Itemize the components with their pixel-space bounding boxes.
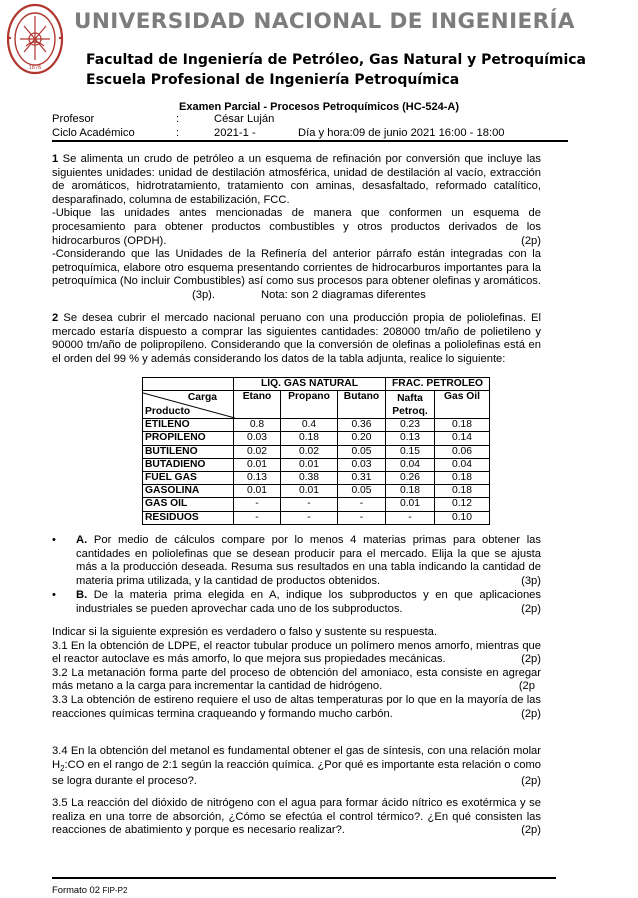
table-cell: 0.10 (435, 511, 490, 524)
table-cell: 0.04 (435, 458, 490, 471)
q1-number: 1 (52, 153, 59, 165)
q1-part-a (52, 207, 541, 248)
table-cell: 0.23 (386, 419, 435, 432)
table-cell: 0.04 (386, 458, 435, 471)
q3-1-text: 3.1 En la obtención de LDPE, el reactor tubular produce un polímero menos amorfo, mientras que el reactor autoclave es más amorfo, lo que mejora sus propiedades mecánicas. (52, 639, 541, 666)
q2-a-text: Por medio de cálculos compare por lo menos 4 materias primas para obtener las cantidades en poliolefinas que se desean producir para el mercado. Elija la que se ajusta más a la producción deseada. Resuma sus resultados en una tabla indicando la cantidad de materia prima utilizada, y la cantidad de productos obtenidos. (76, 534, 541, 587)
row-label: BUTILENO (143, 445, 234, 458)
school-name: Escuela Profesional de Ingeniería Petroquímica (86, 72, 460, 88)
row-label: FUEL GAS (143, 471, 234, 484)
q2-items (52, 534, 541, 588)
table-cell: 0.18 (386, 485, 435, 498)
q1-b-note: Nota: son 2 diagramas diferentes (261, 288, 426, 301)
bullet-icon: • (52, 589, 56, 601)
yield-table (142, 377, 490, 525)
table-cell: 0.4 (281, 419, 338, 432)
table-cell: 0.18 (435, 419, 490, 432)
table-cell: 0.13 (234, 471, 281, 484)
table-cell: 0.05 (338, 485, 386, 498)
footer-format: Formato 02 (52, 884, 100, 895)
table-row (143, 419, 490, 432)
seal-year: 1876 (28, 65, 42, 71)
row-label: BUTADIENO (143, 458, 234, 471)
row-label: ETILENO (143, 419, 234, 432)
q3-4-paragraph (52, 745, 541, 789)
table-row (143, 498, 490, 511)
row-label: GAS OIL (143, 498, 234, 511)
q3-3-points: (2p) (521, 707, 541, 720)
table-cell: 0.14 (435, 432, 490, 445)
exam-title: Examen Parcial - Procesos Petroquímicos (HC-524-A) (179, 101, 459, 113)
table-row (143, 471, 490, 484)
question-1 (52, 153, 541, 303)
q1-a-points: (2p) (521, 234, 541, 247)
table-row (143, 445, 490, 458)
col-header: Etano (234, 391, 281, 419)
table-cell: - (281, 511, 338, 524)
table-cell: 0.15 (386, 445, 435, 458)
table-row (143, 458, 490, 471)
bullet-icon: • (52, 534, 56, 546)
faculty-name: Facultad de Ingeniería de Petróleo, Gas Natural y Petroquímica (86, 52, 587, 68)
q2-b-label: B. (76, 589, 88, 601)
q3-4-text-b: :CO en el rango de 2:1 según la reacción química. ¿Por qué es importante esta relación o como se logra durante el proceso?. (52, 758, 541, 788)
cycle-colon: : (176, 127, 180, 139)
q1-b-text: -Considerando que las Unidades de la Refinería del anterior párrafo están integradas con la petroquímica, elabore otro esquema presentando corrientes de hidrocarburos importantes para la petroquímica (No incluir Combustibles) así como sus procesos para obtener olefinas y aromáticos. (52, 248, 541, 288)
table-cell: 0.02 (281, 445, 338, 458)
q2-number: 2 (52, 312, 59, 324)
q3-2-text: 3.2 La metanación forma parte del proceso de obtención del amoniaco, esta consiste en agregar más metano a la carga para incrementar la cantidad de hidrógeno. (52, 666, 541, 693)
q3-4-text-a: 3.4 En la obtención del metanol es fundamental obtener el gas de síntesis, con una relación molar H (52, 745, 541, 771)
faculty-header (86, 50, 586, 90)
q2-item-b-wrap (52, 589, 541, 616)
professor-name: César Luján (214, 113, 275, 125)
q2-item-a (52, 534, 541, 588)
q3-1-points: (2p) (521, 653, 541, 666)
university-name: UNIVERSIDAD NACIONAL DE INGENIERÍA (74, 9, 575, 34)
q2-b-points: (2p) (521, 602, 541, 615)
table-row (143, 485, 490, 498)
university-seal-logo (6, 2, 64, 76)
q2-item-b (52, 589, 541, 616)
q3-5-points: (2p) (521, 824, 541, 837)
col-header: Gas Oil (435, 391, 490, 419)
q3-item (52, 640, 541, 667)
table-cell: - (234, 498, 281, 511)
q2-statement (52, 312, 541, 366)
q1-part-b (52, 248, 541, 302)
table-row (143, 511, 490, 524)
professor-colon: : (176, 113, 180, 125)
table-cell: 0.01 (234, 485, 281, 498)
cycle-label: Ciclo Académico (52, 127, 135, 139)
table-cell: 0.06 (435, 445, 490, 458)
table-cell: 0.18 (435, 485, 490, 498)
q3-5-paragraph (52, 797, 541, 838)
question-3-4 (52, 745, 541, 789)
q2-a-points: (3p) (521, 574, 541, 587)
table-cell: 0.02 (234, 445, 281, 458)
table-cell: 0.03 (338, 458, 386, 471)
q2-a-label: A. (76, 534, 88, 546)
question-3-5 (52, 797, 541, 838)
table-cell: - (338, 511, 386, 524)
table-cell: 0.31 (338, 471, 386, 484)
table-cell: - (281, 498, 338, 511)
table-cell: 0.36 (338, 419, 386, 432)
group-header-gas: LÍQ. GAS NATURAL (234, 378, 386, 391)
footer-divider (52, 877, 556, 879)
cycle-value: 2021-1 - (214, 127, 256, 139)
table-empty-header (143, 378, 234, 391)
question-2 (52, 312, 541, 366)
table-cell: 0.03 (234, 432, 281, 445)
datetime-label: Día y hora: (298, 127, 353, 139)
table-cell: 0.01 (386, 498, 435, 511)
corner-producto: Producto (145, 406, 191, 418)
table-cell: 0.12 (435, 498, 490, 511)
table-cell: 0.13 (386, 432, 435, 445)
q1-b-points: (3p). (192, 288, 216, 301)
table-cell: 0.8 (234, 419, 281, 432)
q3-3-text: 3.3 La obtención de estireno requiere el uso de altas temperaturas por lo que en la mayoría de las reacciones químicas termina craqueando y formando mucho carbón. (52, 693, 541, 720)
table-cell: 0.01 (234, 458, 281, 471)
header-divider (52, 140, 568, 142)
q3-4-subscript: 2 (60, 763, 65, 773)
group-header-petroleum: FRAC. PETROLEO (386, 378, 490, 391)
table-cell: 0.01 (281, 485, 338, 498)
table-cell: - (338, 498, 386, 511)
q3-5-text: 3.5 La reacción del dióxido de nitrógeno con el agua para formar ácido nítrico es exotérmica y se realiza en una torre de absorción, ¿Cómo se efectúa el control térmico?. ¿En qué consisten las reacciones de abatimiento y porque es necesario realizar?. (52, 797, 541, 837)
col-header: Butano (338, 391, 386, 419)
col-header: Nafta Petroq. (386, 391, 435, 419)
footer (52, 884, 127, 895)
table-cell: 0.05 (338, 445, 386, 458)
table-cell: 0.20 (338, 432, 386, 445)
professor-label: Profesor (52, 113, 95, 125)
q2-text: Se desea cubrir el mercado nacional peruano con una producción propia de poliolefinas. El mercado estaría dispuesto a comprar las siguientes cantidades: 208000 tm/año de polietileno y 90000 tm/año de polipropileno. Considerando que la conversión de olefinas a poliolefinas está en el orden del 99 % y además considerando los datos de la tabla adjunta, realice lo siguiente: (52, 312, 541, 365)
q3-2-points: (2p (518, 680, 535, 693)
footer-code: FIP-P2 (102, 886, 128, 895)
table-row (143, 432, 490, 445)
table-cell: 0.18 (435, 471, 490, 484)
row-label: RESIDUOS (143, 511, 234, 524)
q3-4-points: (2p) (521, 775, 541, 788)
q1-a-text: -Ubique las unidades antes mencionadas de manera que conformen un esquema de procesamiento para obtener productos combustibles y otros productos derivados de los hidrocarburos (OPDH). (52, 207, 541, 247)
table-cell: - (386, 511, 435, 524)
yield-table-wrapper (142, 377, 490, 525)
q3-item (52, 667, 541, 694)
table-cell: - (234, 511, 281, 524)
table-cell: 0.26 (386, 471, 435, 484)
table-cell: 0.01 (281, 458, 338, 471)
q3-intro: Indicar si la siguiente expresión es verdadero o falso y sustente su respuesta. (52, 626, 437, 638)
table-cell: 0.18 (281, 432, 338, 445)
row-label: PROPILENO (143, 432, 234, 445)
question-3 (52, 626, 541, 721)
q2-b-text: De la materia prima elegida en A, indique los subproductos y en que aplicaciones industriales se pueden aprovechar cada uno de los subproductos. (76, 589, 541, 615)
row-label: GASOLINA (143, 485, 234, 498)
corner-carga: Carga (187, 392, 217, 404)
datetime-value: 09 de junio 2021 16:00 - 18:00 (352, 127, 505, 139)
datetime (298, 127, 505, 139)
q1-text: Se alimenta un crudo de petróleo a un esquema de refinación por conversión que incluye las siguientes unidades: unidad de destilación atmosférica, unidad de destilación al vacío, extracción de aromáticos, hidrotratamiento, tratamiento con aminas, desasfaltado, reformado catalítico, desparafinado, columna de estabilización, FCC. (52, 153, 542, 206)
q3-item (52, 694, 541, 721)
col-header: Propano (281, 391, 338, 419)
q1-statement (52, 153, 541, 207)
table-cell: 0.38 (281, 471, 338, 484)
table-corner-cell (143, 391, 234, 419)
